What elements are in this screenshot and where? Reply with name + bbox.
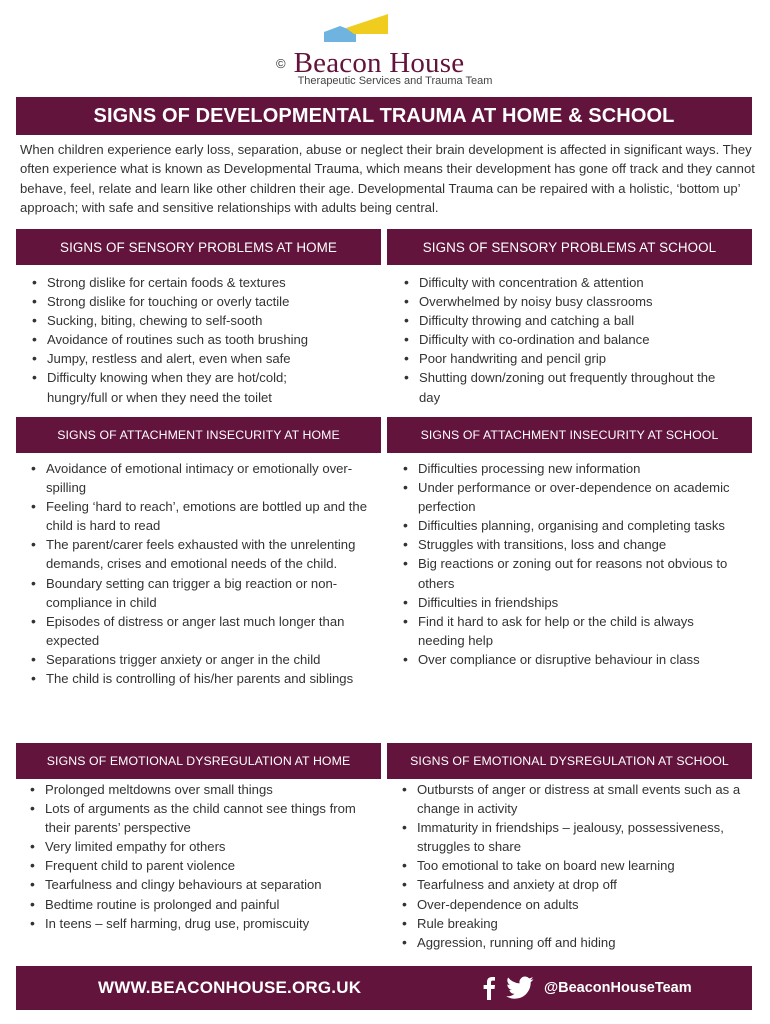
social-links <box>482 966 692 1010</box>
list-emotional-home <box>27 780 357 933</box>
list-item: • Too emotional to take on board new learning <box>399 856 741 875</box>
list-item: • Shutting down/zoning out frequently throughout the day <box>401 368 736 406</box>
list-item: • Immaturity in friendships – jealousy, possessiveness, struggles to share <box>399 818 741 856</box>
list-item: • Feeling ‘hard to reach’, emotions are bottled up and the child is hard to read <box>28 497 370 535</box>
list-item: • Under performance or over-dependence on academic perfection <box>400 478 736 516</box>
list-item: • Difficulties in friendships <box>400 593 736 612</box>
list-item: • Separations trigger anxiety or anger in the child <box>28 650 370 669</box>
logo-tagline: Therapeutic Services and Trauma Team <box>297 75 493 87</box>
list-sensory-home <box>29 273 349 407</box>
list-item: • Strong dislike for touching or overly tactile <box>29 292 349 311</box>
heading-emotional-home: SIGNS OF EMOTIONAL DYSREGULATION AT HOME <box>16 743 381 779</box>
list-sensory-school <box>401 273 736 407</box>
list-item: • Over compliance or disruptive behaviour in class <box>400 650 736 669</box>
list-item: • Big reactions or zoning out for reasons not obvious to others <box>400 554 736 592</box>
list-item: • Very limited empathy for others <box>27 837 357 856</box>
list-item: • Bedtime routine is prolonged and painful <box>27 895 357 914</box>
heading-emotional-school: SIGNS OF EMOTIONAL DYSREGULATION AT SCHOOL <box>387 743 752 779</box>
list-item: • Difficulty throwing and catching a ball <box>401 311 736 330</box>
list-item: • Tearfulness and clingy behaviours at separation <box>27 875 357 894</box>
list-item: • The child is controlling of his/her parents and siblings <box>28 669 370 688</box>
list-item: • Difficulties planning, organising and completing tasks <box>400 516 736 535</box>
list-item: • Aggression, running off and hiding <box>399 933 741 952</box>
list-item: • Difficulty with co-ordination and balance <box>401 330 736 349</box>
list-item: • Difficulties processing new information <box>400 459 736 478</box>
footer-bar <box>16 966 752 1010</box>
copyright-symbol: © <box>276 55 286 71</box>
list-item: • The parent/carer feels exhausted with the unrelenting demands, crises and emotional needs of the child. <box>28 535 370 573</box>
logo-name: Beacon House <box>293 46 465 79</box>
heading-attachment-home: SIGNS OF ATTACHMENT INSECURITY AT HOME <box>16 417 381 453</box>
list-item: • Episodes of distress or anger last much longer than expected <box>28 612 370 650</box>
heading-sensory-school: SIGNS OF SENSORY PROBLEMS AT SCHOOL <box>387 229 752 265</box>
list-item: • Boundary setting can trigger a big reaction or non-compliance in child <box>28 574 370 612</box>
social-handle[interactable]: @BeaconHouseTeam <box>544 980 692 996</box>
heading-sensory-home: SIGNS OF SENSORY PROBLEMS AT HOME <box>16 229 381 265</box>
list-item: • Frequent child to parent violence <box>27 856 357 875</box>
list-item: • Overwhelmed by noisy busy classrooms <box>401 292 736 311</box>
list-item: • Difficulty with concentration & attention <box>401 273 736 292</box>
beacon-logo-mark-icon <box>316 12 392 46</box>
page-title: SIGNS OF DEVELOPMENTAL TRAUMA AT HOME & SCHOOL <box>16 97 752 135</box>
list-item: • Tearfulness and anxiety at drop off <box>399 875 741 894</box>
list-item: • Sucking, biting, chewing to self-sooth <box>29 311 349 330</box>
list-item: • Find it hard to ask for help or the child is always needing help <box>400 612 736 650</box>
list-item: • Jumpy, restless and alert, even when safe <box>29 349 349 368</box>
list-item: • Difficulty knowing when they are hot/cold; hungry/full or when they need the toilet <box>29 368 349 406</box>
list-item: • In teens – self harming, drug use, promiscuity <box>27 914 357 933</box>
list-attachment-home <box>28 459 370 688</box>
list-item: • Outbursts of anger or distress at small events such as a change in activity <box>399 780 741 818</box>
website-link[interactable]: WWW.BEACONHOUSE.ORG.UK <box>98 978 362 997</box>
list-item: • Poor handwriting and pencil grip <box>401 349 736 368</box>
list-item: • Over-dependence on adults <box>399 895 741 914</box>
intro-paragraph: When children experience early loss, separation, abuse or neglect their brain development is affected in significant ways. They often experience what is known as Developmental Trauma, which means their development has gone off track and they cannot behave, feel, relate and learn like other children their age. Developmental Trauma can be repaired with a holistic, ‘bottom up’ approach; with safe and sensitive relationships with adults being central. <box>20 142 755 216</box>
list-attachment-school <box>400 459 736 669</box>
list-item: • Rule breaking <box>399 914 741 933</box>
list-item: • Struggles with transitions, loss and change <box>400 535 736 554</box>
list-item: • Prolonged meltdowns over small things <box>27 780 357 799</box>
list-item: • Strong dislike for certain foods & textures <box>29 273 349 292</box>
facebook-icon[interactable] <box>482 976 496 1000</box>
list-emotional-school <box>399 780 741 952</box>
twitter-icon[interactable] <box>506 976 534 1000</box>
list-item: • Avoidance of emotional intimacy or emotionally over-spilling <box>28 459 370 497</box>
list-item: • Lots of arguments as the child cannot see things from their parents’ perspective <box>27 799 357 837</box>
heading-attachment-school: SIGNS OF ATTACHMENT INSECURITY AT SCHOOL <box>387 417 752 453</box>
list-item: • Avoidance of routines such as tooth brushing <box>29 330 349 349</box>
